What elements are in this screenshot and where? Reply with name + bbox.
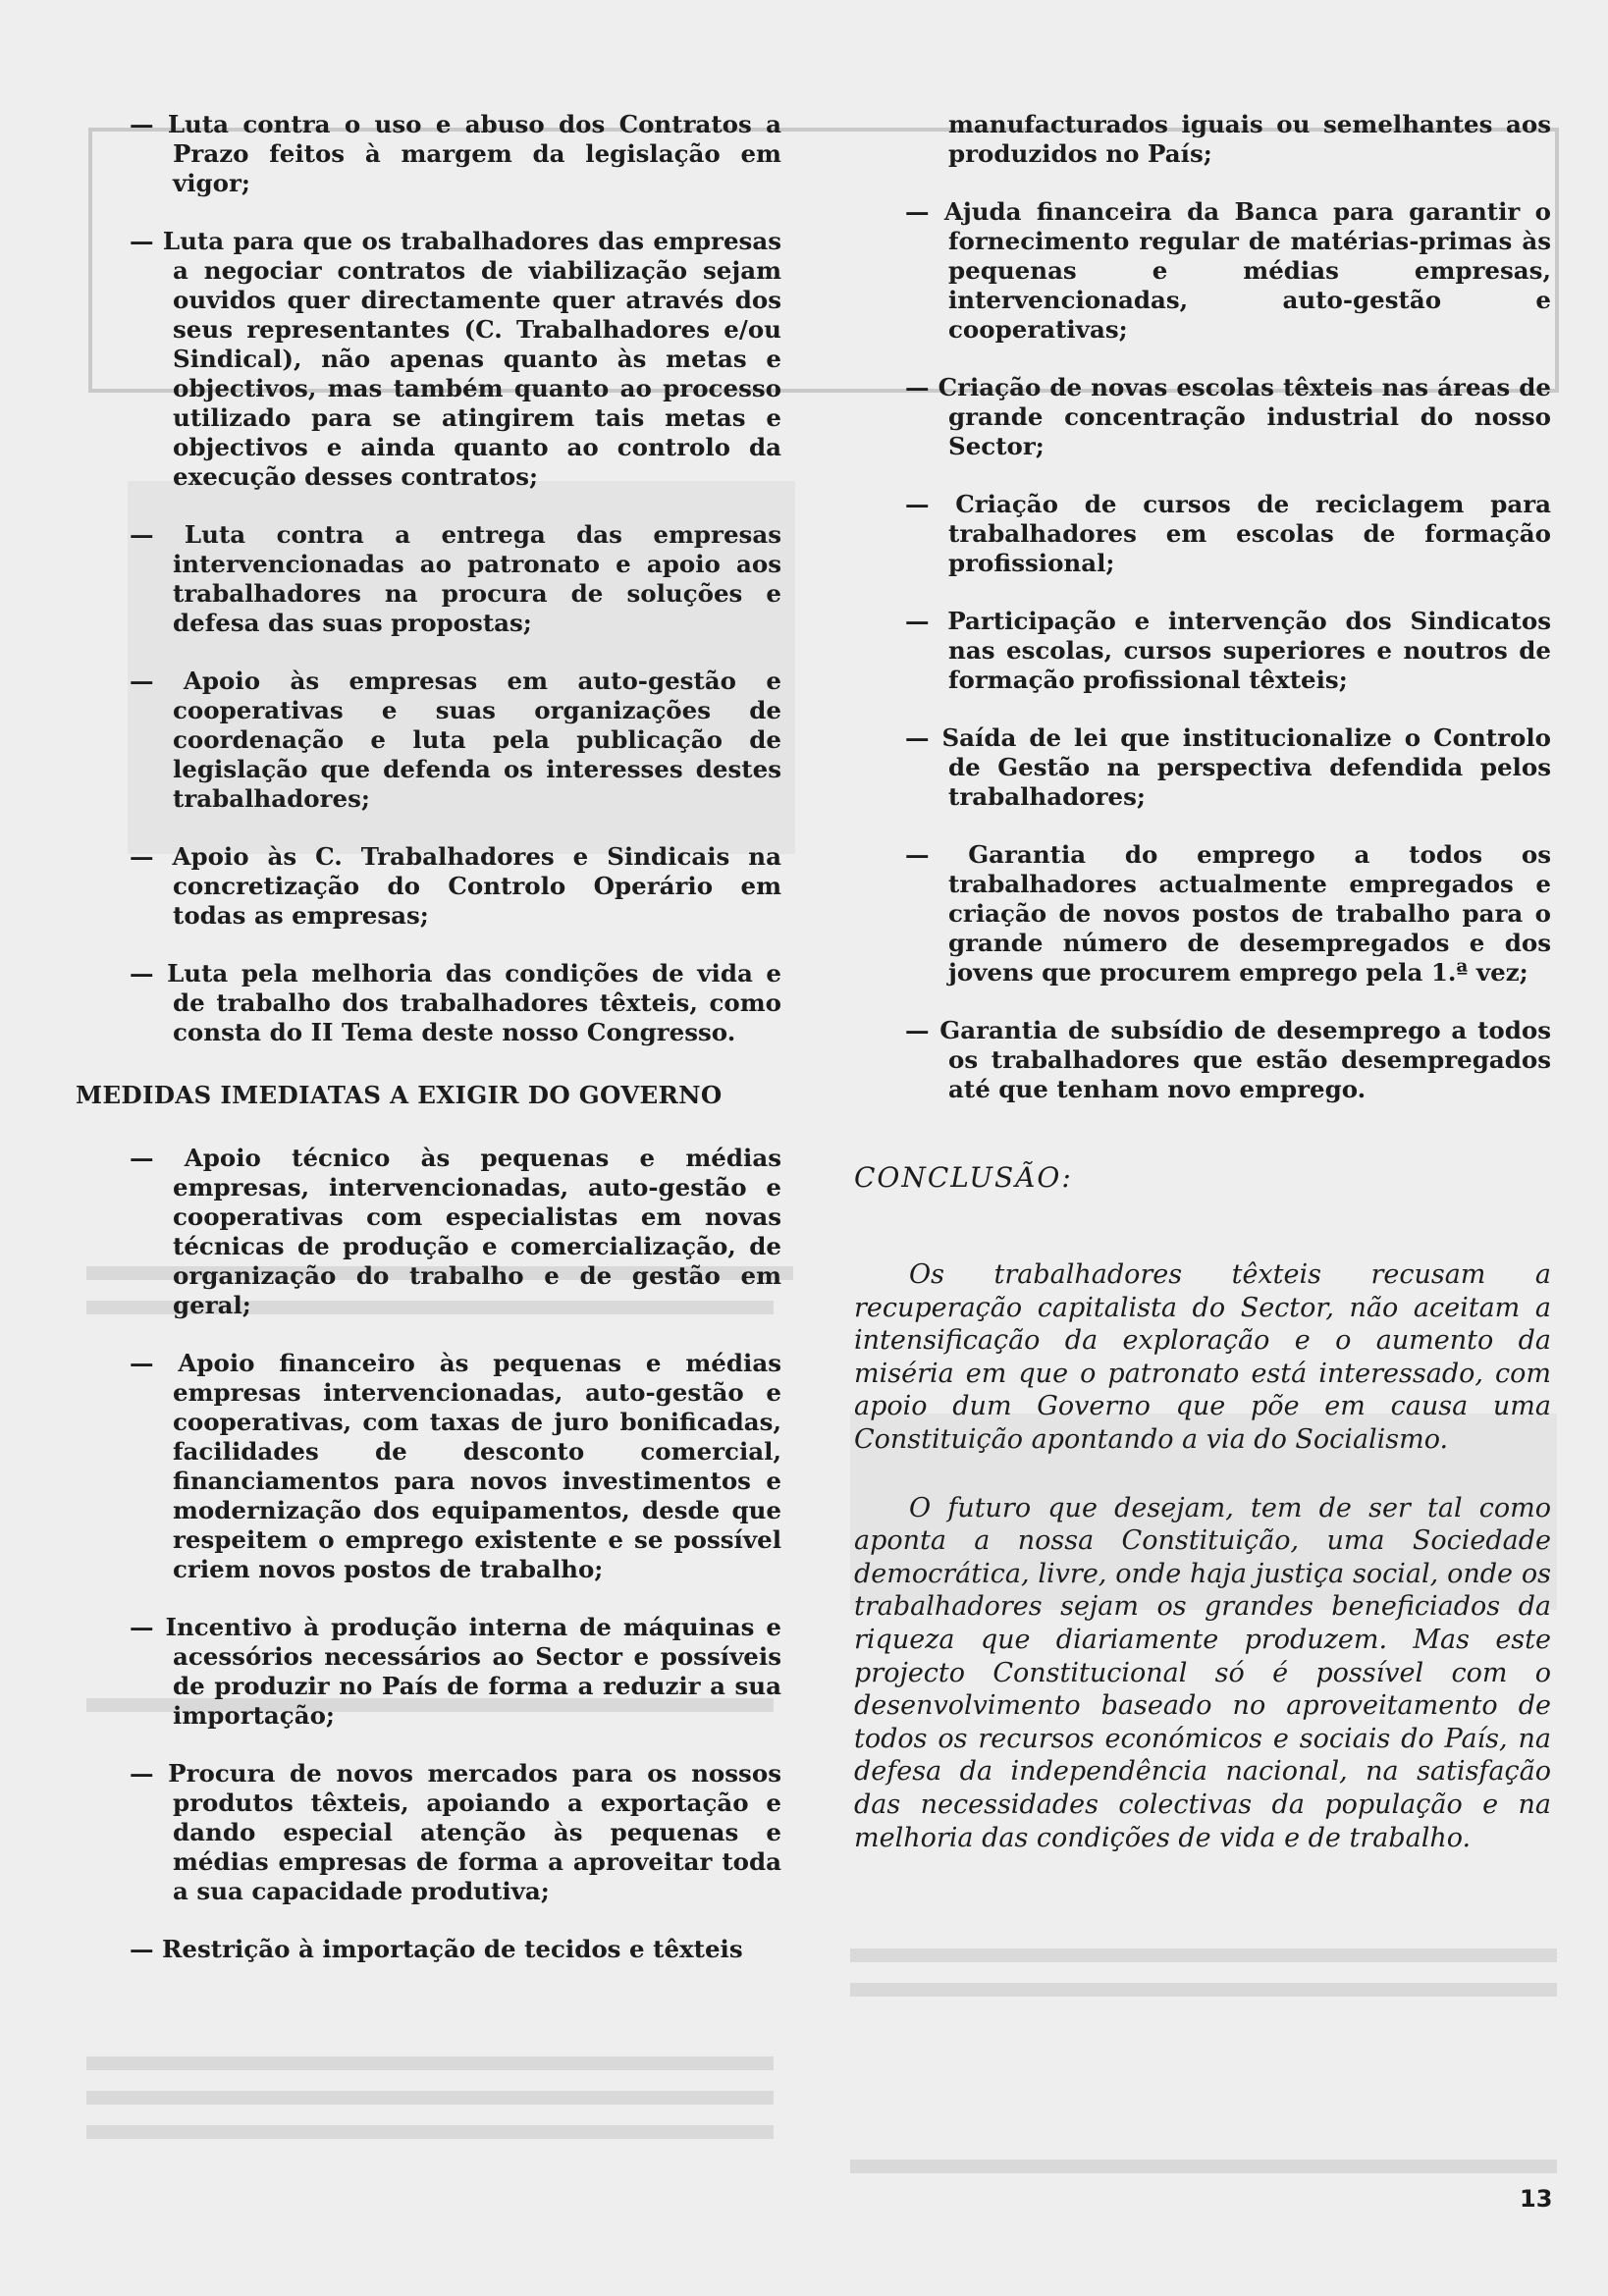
right-column bbox=[854, 110, 1551, 1890]
show-through-line bbox=[86, 2125, 774, 2139]
measure-item: — Garantia do emprego a todos os trabalhadores actualmente empregados e criação de novos postos de trabalho para o grande número de desempregados e dos jovens que procurem emprego pela 1.ª vez; bbox=[905, 840, 1551, 987]
measure-item: — Criação de cursos de reciclagem para trabalhadores em escolas de formação profissional; bbox=[905, 490, 1551, 577]
measure-item: — Procura de novos mercados para os nossos produtos têxteis, apoiando a exportação e dando especial atenção às pequenas e médias empresas de forma a aproveitar toda a sua capacidade produtiva; bbox=[130, 1759, 781, 1905]
measure-item: — Restrição à importação de tecidos e têxteis bbox=[130, 1935, 743, 1963]
left-column bbox=[76, 110, 781, 1993]
demand-item: — Luta pela melhoria das condições de vida e de trabalho dos trabalhadores têxteis, como consta do II Tema deste nosso Congresso. bbox=[130, 959, 781, 1046]
measure-item: — Ajuda financeira da Banca para garantir o fornecimento regular de matérias-primas às pequenas e médias empresas, intervencionadas, auto-gestão e cooperativas; bbox=[905, 197, 1551, 344]
show-through-line bbox=[86, 2056, 774, 2070]
show-through-line bbox=[850, 1983, 1557, 1997]
show-through-line bbox=[86, 2091, 774, 2105]
section-heading: MEDIDAS IMEDIATAS A EXIGIR DO GOVERNO bbox=[76, 1081, 723, 1109]
show-through-line bbox=[850, 1949, 1557, 1962]
demand-item: — Apoio às C. Trabalhadores e Sindicais na concretização do Controlo Operário em todas as empresas; bbox=[130, 842, 781, 930]
demand-item: — Apoio às empresas em auto-gestão e cooperativas e suas organizações de coordenação e luta pela publicação de legislação que defenda os interesses destes trabalhadores; bbox=[130, 667, 781, 813]
demand-item: — Luta para que os trabalhadores das empresas a negociar contratos de viabilização sejam ouvidos quer directamente quer através dos seus representantes (C. Trabalhadores e/ou Sindical), não apenas quanto às metas e objectivos, mas também quanto ao processo utilizado para se atingirem tais metas e objectivos e ainda quanto ao controlo da execução desses contratos; bbox=[130, 227, 781, 491]
measure-item: — Saída de lei que institucionalize o Controlo de Gestão na perspectiva defendida pelos trabalhadores; bbox=[905, 723, 1551, 811]
show-through-line bbox=[850, 2160, 1557, 2173]
measure-item: — Apoio técnico às pequenas e médias empresas, intervencionadas, auto-gestão e cooperativas com especialistas em novas técnicas de produção e comercialização, de organização do trabalho e de gestão em geral; bbox=[130, 1144, 781, 1319]
measure-item: — Incentivo à produção interna de máquinas e acessórios necessários ao Sector e possíveis de produzir no País de forma a reduzir a sua importação; bbox=[130, 1613, 781, 1730]
measure-item: — Criação de novas escolas têxteis nas áreas de grande concentração industrial do nosso Sector; bbox=[905, 373, 1551, 460]
conclusion-paragraph: O futuro que desejam, tem de ser tal como aponta a nossa Constituição, uma Sociedade democrática, livre, onde haja justiça social, onde os trabalhadores sejam os grandes beneficiados da riqueza que diariamente produzem. Mas este projecto Constitucional só é possível com o desenvolvimento baseado no aproveitamento de todos os recursos económicos e sociais do País, na defesa da independência nacional, na satisfação das necessidades colectivas da população e na melhoria das condições de vida e de trabalho. bbox=[854, 1492, 1551, 1853]
measure-item: — Garantia de subsídio de desemprego a todos os trabalhadores que estão desempregados até que tenham novo emprego. bbox=[905, 1016, 1551, 1103]
demand-item: — Luta contra a entrega das empresas intervencionadas ao patronato e apoio aos trabalhadores na procura de soluções e defesa das suas propostas; bbox=[130, 520, 781, 637]
conclusion-paragraph: Os trabalhadores têxteis recusam a recuperação capitalista do Sector, não aceitam a intensificação da exploração e o aumento da miséria em que o patronato está interessado, com apoio dum Governo que põe em causa uma Constituição apontando a via do Socialismo. bbox=[854, 1259, 1551, 1455]
measure-item: — Participação e intervenção dos Sindicatos nas escolas, cursos superiores e noutros de formação profissional têxteis; bbox=[905, 607, 1551, 694]
demand-item: — Luta contra o uso e abuso dos Contratos a Prazo feitos à margem da legislação em vigor; bbox=[130, 110, 781, 197]
measure-item-continuation: manufacturados iguais ou semelhantes aos produzidos no País; bbox=[948, 110, 1551, 168]
measure-item: — Apoio financeiro às pequenas e médias empresas intervencionadas, auto-gestão e cooperativas, com taxas de juro bonificadas, facilidades de desconto comercial, financiamentos para novos investimentos e modernização dos equipamentos, desde que respeitem o emprego existente e se possível criem novos postos de trabalho; bbox=[130, 1349, 781, 1583]
conclusion-title: CONCLUSÃO: bbox=[854, 1161, 1073, 1194]
page-number: 13 bbox=[1520, 2185, 1553, 2213]
